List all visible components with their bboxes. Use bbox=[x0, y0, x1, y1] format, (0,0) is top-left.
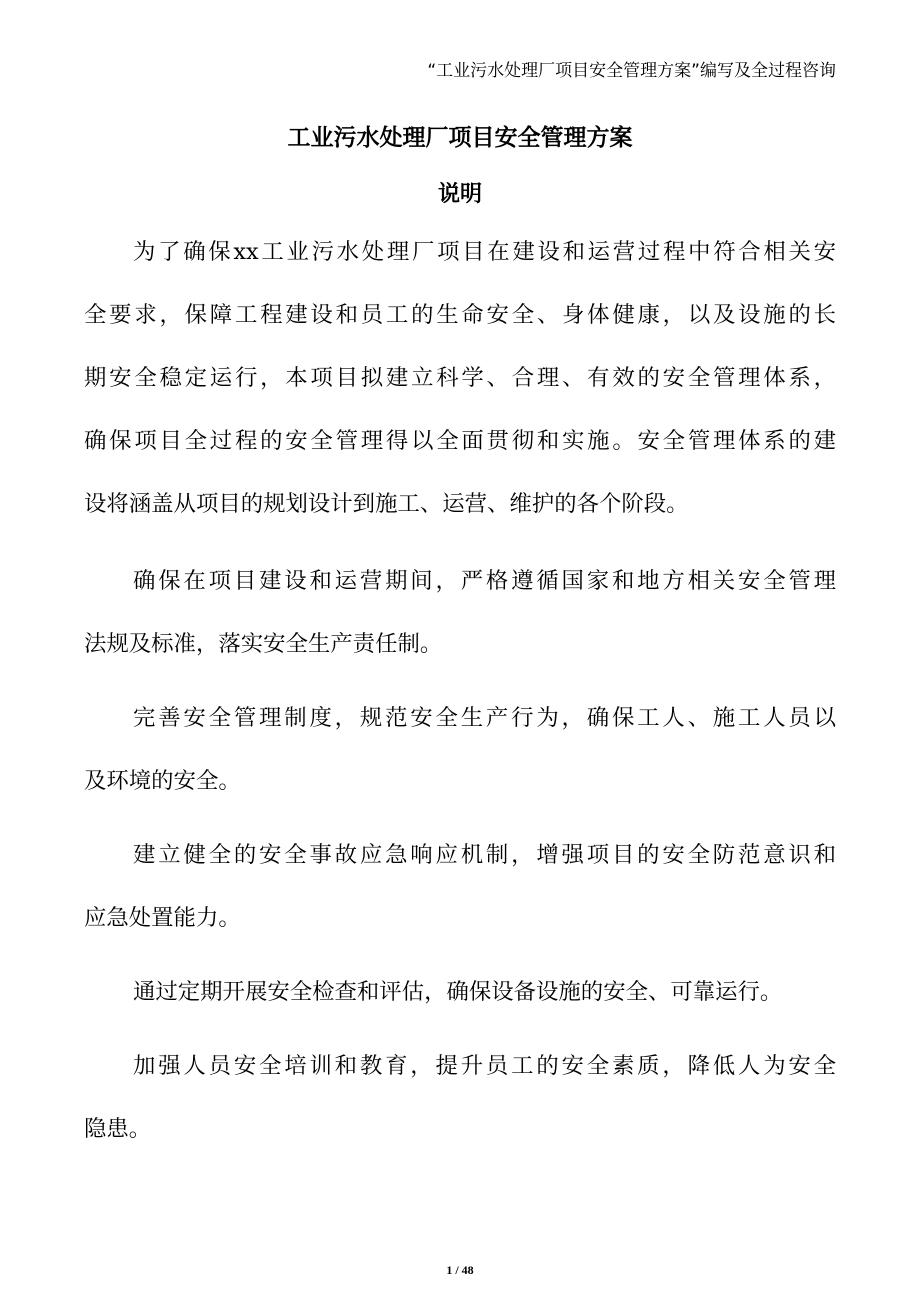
document-title: 工业污水处理厂项目安全管理方案 bbox=[287, 125, 633, 151]
section-heading: 说明 bbox=[437, 182, 482, 207]
paragraph-line: 为了确保xx工业污水处理厂项目在建设和运营过程中符合相关安 bbox=[133, 239, 836, 265]
running-header: “工业污水处理厂项目安全管理方案”编写及全过程咨询 bbox=[427, 61, 836, 81]
paragraph-line: 加强人员安全培训和教育，提升员工的安全素质，降低人为安全 bbox=[133, 1053, 836, 1079]
page-number: 1 / 48 bbox=[446, 1263, 474, 1277]
paragraph-line: 应急处置能力。 bbox=[84, 905, 241, 931]
paragraph-line: 隐患。 bbox=[84, 1116, 152, 1142]
header-divider bbox=[84, 90, 836, 91]
paragraph-line: 通过定期开展安全检查和评估，确保设备设施的安全、可靠运行。 bbox=[133, 979, 783, 1005]
paragraph-line: 全要求，保障工程建设和员工的生命安全、身体健康，以及设施的长 bbox=[84, 302, 836, 328]
paragraph-3 bbox=[84, 703, 836, 797]
paragraph-line: 建立健全的安全事故应急响应机制，增强项目的安全防范意识和 bbox=[133, 842, 836, 868]
paragraph-1 bbox=[84, 237, 836, 520]
paragraph-line: 确保项目全过程的安全管理得以全面贯彻和实施。安全管理体系的建 bbox=[84, 428, 836, 454]
paragraph-line: 设将涵盖从项目的规划设计到施工、运营、维护的各个阶段。 bbox=[84, 491, 689, 517]
paragraph-line: 完善安全管理制度，规范安全生产行为，确保工人、施工人员以 bbox=[133, 705, 836, 731]
paragraph-6 bbox=[84, 1051, 836, 1145]
paragraph-4 bbox=[84, 840, 836, 934]
paragraph-line: 法规及标准，落实安全生产责任制。 bbox=[84, 631, 443, 657]
paragraph-line: 确保在项目建设和运营期间，严格遵循国家和地方相关安全管理 bbox=[133, 568, 836, 594]
paragraph-line: 及环境的安全。 bbox=[84, 768, 241, 794]
paragraph-line: 期安全稳定运行，本项目拟建立科学、合理、有效的安全管理体系， bbox=[84, 365, 836, 391]
paragraph-2 bbox=[84, 566, 836, 660]
paragraph-5 bbox=[84, 977, 836, 1008]
